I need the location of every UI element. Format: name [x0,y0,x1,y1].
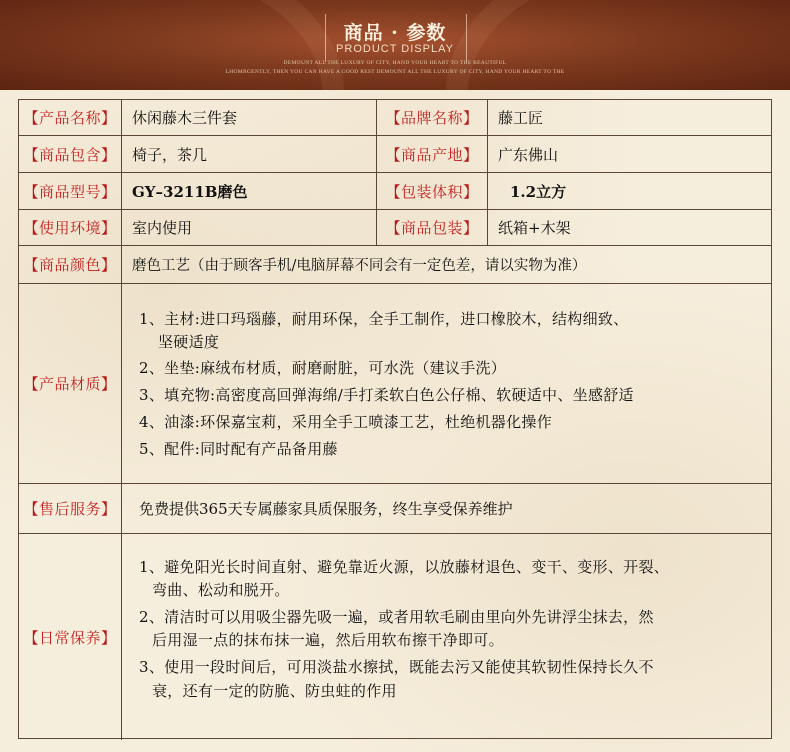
label-cell-color: 【商品颜色】 [23,256,117,274]
spec-row-material [19,284,771,484]
environment-value: 室内使用 [132,219,193,237]
packaging-label: 商品包装 [400,219,463,237]
value-cell-environment [122,210,376,245]
spec-row-after-sales [19,484,771,534]
after-sales-label: 售后服务 [38,500,101,518]
spec-row-maintenance [19,534,771,740]
label-cell-maintenance: 【日常保养】 [23,628,117,647]
environment-label: 使用环境 [38,219,101,237]
value-cell-brand-name [488,100,771,135]
spec-row-color [19,246,771,284]
spec-row-model-volume [19,173,771,210]
maintenance-line-2b: 后用湿一点的抹布抹一遍，然后用软布擦干净即可。 [152,631,504,649]
label-cell-product-name: 【产品名称】 [23,109,117,127]
maintenance-line-1b: 弯曲、松动和脱开。 [152,581,290,599]
value-cell-package-volume [488,173,771,209]
material-line-3: 3、填充物:高密度高回弹海绵/手打柔软白色公仔棉、软硬适中、坐感舒适 [139,386,634,404]
package-contents-label: 商品包含 [38,145,101,164]
color-label: 商品颜色 [38,256,101,274]
brand-name-value: 藤工匠 [498,109,544,127]
material-line-5: 5、配件:同时配有产品备用藤 [139,440,338,458]
material-label: 产品材质 [38,375,101,393]
value-cell-after-sales [122,484,771,533]
origin-label: 商品产地 [400,145,463,164]
label-cell-package-contents: 【商品包含】 [23,145,117,164]
spec-table [18,99,772,739]
section-header-banner [0,0,790,90]
label-cell-model: 【商品型号】 [23,182,117,201]
maintenance-line-3: 3、使用一段时间后，可用淡盐水擦拭，既能去污又能使其软韧性保持长久不 [139,658,654,676]
value-cell-model [122,173,376,209]
maintenance-label: 日常保养 [38,628,101,647]
label-cell-material: 【产品材质】 [23,375,117,393]
value-cell-product-name [122,100,376,135]
packaging-value: 纸箱+木架 [498,219,571,237]
label-cell-package-volume: 【包装体积】 [385,182,479,201]
maintenance-line-3b: 衰，还有一定的防脆、防虫蛀的作用 [152,682,397,700]
package-contents-value: 椅子，茶几 [132,145,208,164]
header-tagline-2: LHOMBGENTLY, THEN YOU CAN HAVE A GOOD REST DEMOUNT ALL THE LUXURY OF CITY, HAND YOUR HEART TO THE [225,69,565,75]
brand-name-label: 品牌名称 [400,109,463,127]
material-line-1: 1、主材:进口玛瑙藤，耐用环保，全手工制作，进口橡胶木，结构细致、 [139,310,629,328]
material-list [122,284,771,483]
product-name-value: 休闲藤木三件套 [132,109,238,127]
material-line-1b: 坚硬适度 [158,333,220,351]
color-value: 磨色工艺（由于顾客手机/电脑屏幕不同会有一定色差，请以实物为准） [132,258,587,274]
spec-row-env-packaging [19,210,771,246]
material-line-2: 2、坐垫:麻绒布材质，耐磨耐脏，可水洗（建议手洗） [139,359,507,377]
maintenance-line-1: 1、避免阳光长时间直射、避免靠近火源，以放藤材退色、变干、变形、开裂、 [139,558,670,576]
spec-row-name-brand [19,100,771,136]
value-cell-color [122,246,771,283]
after-sales-value: 免费提供365天专属藤家具质保服务，终生享受保养维护 [139,500,513,518]
label-cell-environment: 【使用环境】 [23,219,117,237]
header-tagline-1: DEMOUNT ALL THE LUXURY OF CITY, HAND YOUR HEART TO THE BEAUTIFUL [283,60,507,66]
product-name-label: 产品名称 [38,109,101,127]
spec-row-contents-origin [19,136,771,173]
material-line-4: 4、油漆:环保嘉宝莉，采用全手工喷漆工艺，杜绝机器化操作 [139,413,552,431]
maintenance-list [122,534,771,740]
value-cell-packaging [488,210,771,245]
value-cell-origin [488,136,771,172]
model-value: GY–3211B磨色 [132,182,248,201]
section-title: 商品 · 参数 [343,22,447,44]
maintenance-line-2: 2、清洁时可以用吸尘器先吸一遍，或者用软毛刷由里向外先讲浮尘抹去，然 [139,608,654,626]
label-cell-after-sales: 【售后服务】 [23,500,117,518]
origin-value: 广东佛山 [498,145,559,164]
package-volume-value: 1.2立方 [510,182,567,201]
section-subtitle: PRODUCT DISPLAY [336,43,454,55]
model-label: 商品型号 [38,182,101,201]
label-cell-packaging: 【商品包装】 [385,219,479,237]
value-cell-package-contents [122,136,376,172]
label-cell-origin: 【商品产地】 [385,145,479,164]
package-volume-label: 包装体积 [400,182,463,201]
label-cell-brand-name: 【品牌名称】 [385,109,479,127]
